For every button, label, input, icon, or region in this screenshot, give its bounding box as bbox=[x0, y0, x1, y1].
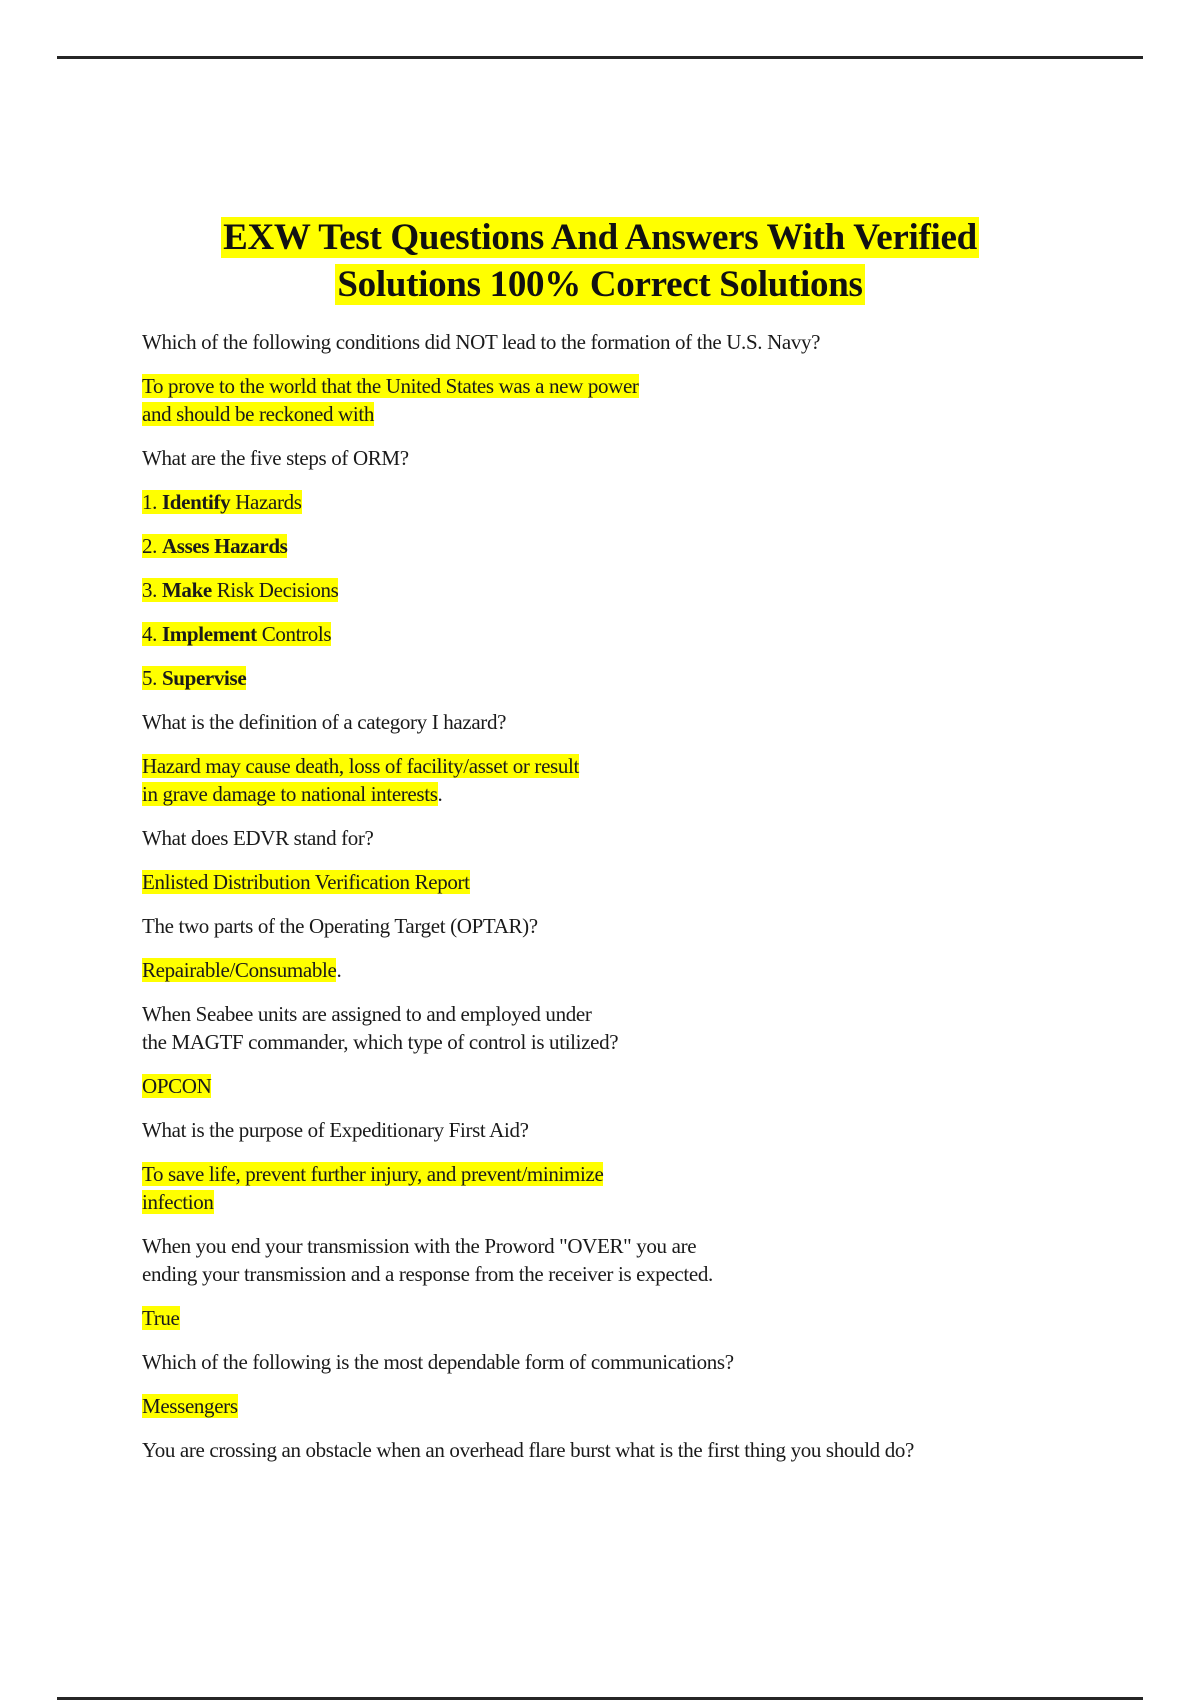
orm-step bbox=[142, 664, 1102, 692]
answer-highlight: Messengers bbox=[142, 1394, 238, 1418]
question-line: You are crossing an obstacle when an overhead flare burst what is the first thing you should do? bbox=[142, 1438, 914, 1462]
question bbox=[142, 444, 1102, 472]
question-line: Which of the following is the most dependable form of communications? bbox=[142, 1350, 734, 1374]
question bbox=[142, 708, 1102, 736]
answer bbox=[142, 1304, 1102, 1332]
answer bbox=[142, 1392, 1102, 1420]
question-line: ending your transmission and a response from the receiver is expected. bbox=[142, 1262, 713, 1286]
question bbox=[142, 328, 1102, 356]
step-number: 3. bbox=[142, 578, 162, 602]
orm-step bbox=[142, 576, 1102, 604]
step-keyword: Asses Hazards bbox=[161, 534, 288, 558]
answer-line bbox=[142, 752, 1102, 780]
step-keyword: Supervise bbox=[161, 666, 247, 690]
answer-highlight: Enlisted Distribution Verification Report bbox=[142, 870, 470, 894]
top-rule bbox=[57, 56, 1143, 59]
question-line: When Seabee units are assigned to and employed under bbox=[142, 1002, 592, 1026]
step-number: 4. bbox=[142, 622, 162, 646]
step-number: 5. bbox=[142, 666, 162, 690]
answer-highlight bbox=[142, 490, 302, 514]
step-number: 1. bbox=[142, 490, 162, 514]
question-line: What does EDVR stand for? bbox=[142, 826, 374, 850]
answer-highlight bbox=[142, 622, 331, 646]
answer-highlight: and should be reckoned with bbox=[142, 402, 374, 426]
answer-highlight: True bbox=[142, 1306, 180, 1330]
answer-highlight bbox=[142, 534, 287, 558]
step-number: 2. bbox=[142, 534, 162, 558]
answer-highlight: in grave damage to national interests bbox=[142, 782, 438, 806]
answer-trailing: . bbox=[336, 958, 342, 982]
answer-highlight: Hazard may cause death, loss of facility/asset or result bbox=[142, 754, 579, 778]
question-line: What are the five steps of ORM? bbox=[142, 446, 409, 470]
answer-line bbox=[142, 1188, 1102, 1216]
answer-line bbox=[142, 956, 1102, 984]
title-line-2: Solutions 100% Correct Solutions bbox=[337, 264, 863, 305]
question bbox=[142, 824, 1102, 852]
answer-line bbox=[142, 868, 1102, 896]
question bbox=[142, 1116, 1102, 1144]
title-line-1: EXW Test Questions And Answers With Verified bbox=[223, 217, 977, 258]
answer-highlight: OPCON bbox=[142, 1074, 212, 1098]
question bbox=[142, 1436, 1102, 1464]
orm-step bbox=[142, 488, 1102, 516]
question-line: What is the definition of a category I hazard? bbox=[142, 710, 507, 734]
question-line: The two parts of the Operating Target (OPTAR)? bbox=[142, 914, 538, 938]
step-rest: Risk Decisions bbox=[211, 578, 339, 602]
step-rest: Controls bbox=[256, 622, 332, 646]
step-keyword: Implement bbox=[161, 622, 257, 646]
question bbox=[142, 912, 1102, 940]
answer-trailing: . bbox=[437, 782, 443, 806]
answer-line bbox=[142, 1304, 1102, 1332]
step-keyword: Identify bbox=[161, 490, 231, 514]
answer bbox=[142, 1160, 1102, 1216]
answer-line bbox=[142, 372, 1102, 400]
answer-line bbox=[142, 400, 1102, 428]
question-line: the MAGTF commander, which type of control is utilized? bbox=[142, 1030, 619, 1054]
answer-highlight: To prove to the world that the United States was a new power bbox=[142, 374, 639, 398]
orm-step bbox=[142, 532, 1102, 560]
question bbox=[142, 1000, 1102, 1056]
answer-highlight bbox=[142, 666, 246, 690]
answer-line bbox=[142, 1160, 1102, 1188]
answer-highlight: Repairable/Consumable bbox=[142, 958, 337, 982]
question bbox=[142, 1232, 1102, 1288]
answer-highlight: infection bbox=[142, 1190, 214, 1214]
step-rest: Hazards bbox=[230, 490, 302, 514]
answer-highlight: To save life, prevent further injury, and prevent/minimize bbox=[142, 1162, 604, 1186]
question-line: Which of the following conditions did NOT lead to the formation of the U.S. Navy? bbox=[142, 330, 821, 354]
answer-line bbox=[142, 780, 1102, 808]
question bbox=[142, 1348, 1102, 1376]
document-title bbox=[0, 214, 1200, 308]
answer-line bbox=[142, 1072, 1102, 1100]
answer bbox=[142, 1072, 1102, 1100]
qa-content bbox=[142, 328, 1102, 1480]
orm-step bbox=[142, 620, 1102, 648]
answer bbox=[142, 868, 1102, 896]
step-keyword: Make bbox=[161, 578, 212, 602]
answer-line bbox=[142, 1392, 1102, 1420]
answer bbox=[142, 752, 1102, 808]
question-line: What is the purpose of Expeditionary First Aid? bbox=[142, 1118, 529, 1142]
answer bbox=[142, 372, 1102, 428]
answer bbox=[142, 956, 1102, 984]
question-line: When you end your transmission with the Proword "OVER" you are bbox=[142, 1234, 697, 1258]
answer-highlight bbox=[142, 578, 338, 602]
